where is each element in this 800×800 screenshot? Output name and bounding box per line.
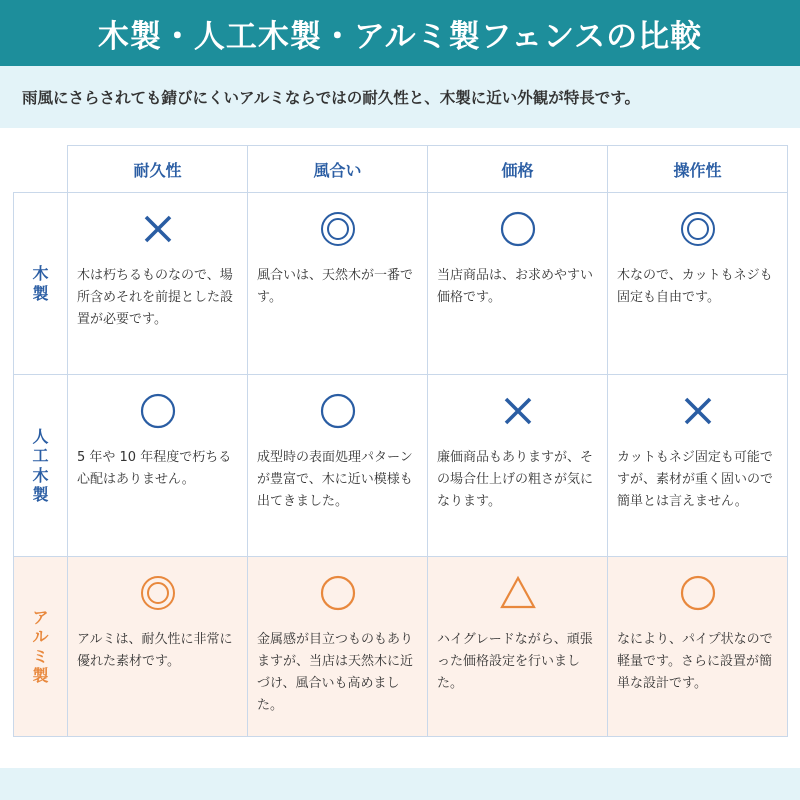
circle-icon: [678, 573, 718, 613]
row-aluminum: [14, 557, 788, 737]
corner-cell: [14, 146, 68, 193]
cell: [68, 193, 248, 375]
circle-icon: [498, 209, 538, 249]
row-artificial-wood: [14, 375, 788, 557]
cell: [68, 557, 248, 737]
rating-mark: [617, 375, 779, 447]
circle-icon: [138, 391, 178, 431]
row-label: アルミ製: [32, 608, 49, 685]
cell: [428, 375, 608, 557]
cell-text: 成型時の表面処理パターンが豊富で、木に近い模様も出てきました。: [257, 450, 413, 509]
cross-icon: [498, 391, 538, 431]
footer-band: [0, 768, 800, 800]
header-row: [14, 146, 788, 193]
comparison-table: [13, 145, 788, 737]
cell-text: アルミは、耐久性に非常に優れた素材です。: [77, 632, 233, 669]
double-circle-icon: [678, 209, 718, 249]
row-header-wood: [14, 193, 68, 375]
cell: [608, 375, 788, 557]
rating-mark: [617, 193, 779, 265]
double-circle-icon: [318, 209, 358, 249]
cell: [68, 375, 248, 557]
row-label: 木製: [32, 264, 49, 303]
col-header-texture: 風合い: [248, 146, 428, 193]
cell-text: 廉価商品もありますが、その場合仕上げの粗さが気になります。: [437, 450, 594, 509]
cell: [608, 193, 788, 375]
rating-mark: [437, 193, 599, 265]
cell: [608, 557, 788, 737]
rating-mark: [257, 375, 419, 447]
triangle-icon: [498, 573, 538, 613]
rating-mark: [617, 557, 779, 629]
rating-mark: [437, 375, 599, 447]
cross-icon: [138, 209, 178, 249]
page-title: 木製・人工木製・アルミ製フェンスの比較: [0, 0, 800, 66]
double-circle-icon: [138, 573, 178, 613]
cell-text: 木なので、カットもネジも固定も自由です。: [617, 268, 773, 305]
rating-mark: [257, 557, 419, 629]
cell-text: なにより、パイプ状なので軽量です。さらに設置が簡単な設計です。: [617, 632, 773, 691]
cell: [248, 375, 428, 557]
rating-mark: [77, 193, 239, 265]
row-header-aluminum: [14, 557, 68, 737]
cell: [248, 557, 428, 737]
circle-icon: [318, 391, 358, 431]
rating-mark: [77, 375, 239, 447]
col-header-workability: 操作性: [608, 146, 788, 193]
cell: [248, 193, 428, 375]
cell: [428, 193, 608, 375]
cell-text: カットもネジ固定も可能ですが、素材が重く固いので簡単とは言えません。: [617, 450, 774, 509]
cross-icon: [678, 391, 718, 431]
row-label: 人工木製: [32, 427, 49, 504]
col-header-durability: 耐久性: [68, 146, 248, 193]
rating-mark: [437, 557, 599, 629]
row-wood: [14, 193, 788, 375]
cell-text: 金属感が目立つものもありますが、当店は天然木に近づけ、風合いも高めました。: [257, 632, 414, 713]
row-header-artificial-wood: [14, 375, 68, 557]
col-header-price: 価格: [428, 146, 608, 193]
rating-mark: [257, 193, 419, 265]
rating-mark: [77, 557, 239, 629]
cell-text: 5 年や 10 年程度で朽ちる心配はありません。: [77, 450, 232, 487]
cell-text: 木は朽ちるものなので、場所含めそれを前提とした設置が必要です。: [77, 268, 234, 327]
subtitle: 雨風にさらされても錆びにくいアルミならではの耐久性と、木製に近い外観が特長です。: [0, 66, 800, 128]
cell-text: ハイグレードながら、頑張った価格設定を行いました。: [437, 632, 593, 691]
cell-text: 風合いは、天然木が一番です。: [257, 268, 414, 305]
cell: [428, 557, 608, 737]
cell-text: 当店商品は、お求めやすい価格です。: [437, 268, 594, 305]
circle-icon: [318, 573, 358, 613]
